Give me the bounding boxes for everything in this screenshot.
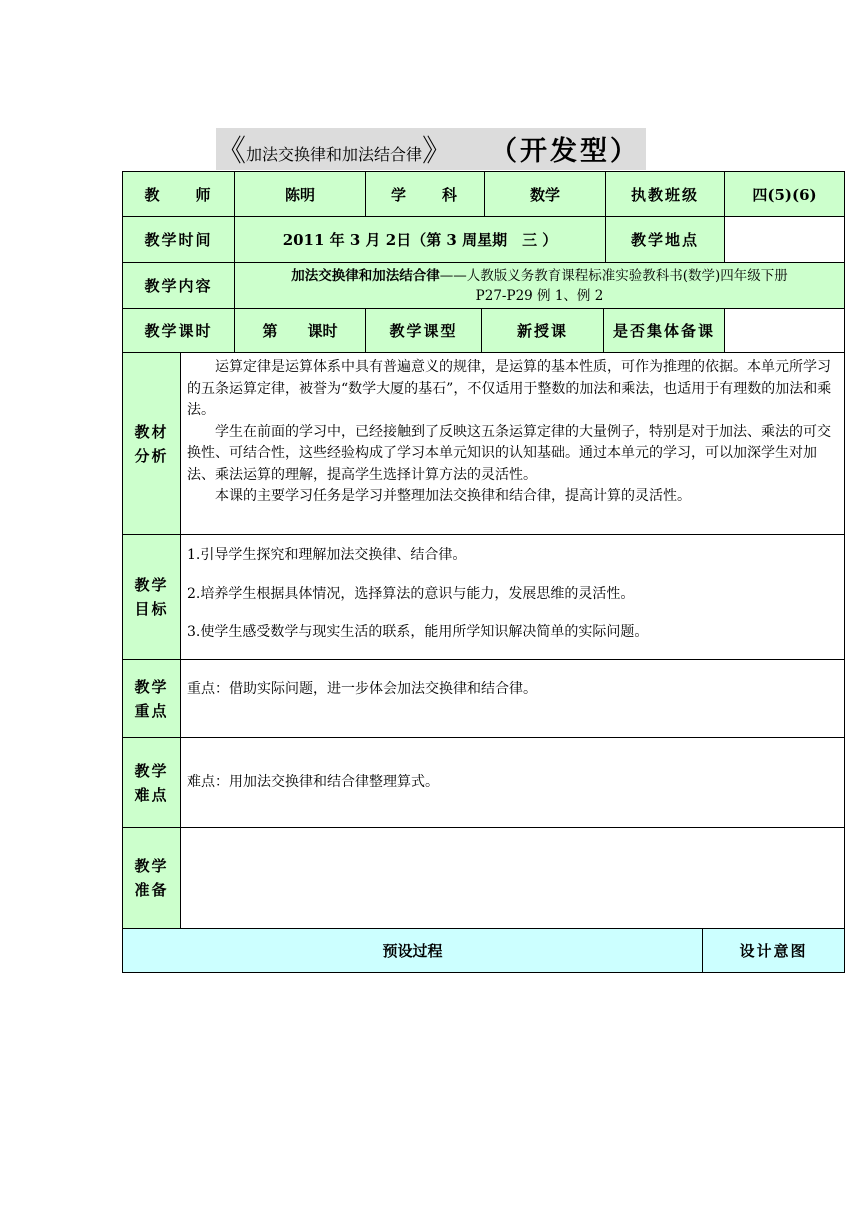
- content-label: 教学内容: [123, 263, 235, 308]
- intent-header: 设计意图: [703, 929, 844, 972]
- title-left-bracket: 《: [216, 134, 246, 169]
- class-label: 执教班级: [606, 172, 725, 216]
- difficulties-label: 教学 难点: [123, 738, 181, 827]
- goals-content: [181, 535, 844, 659]
- document-title: [216, 128, 646, 170]
- difficulties-text: 难点：用加法交换律和结合律整理算式。: [187, 773, 439, 790]
- preparation-content: [181, 828, 844, 928]
- difficulties-content: [181, 738, 844, 827]
- title-type: （开发型）: [490, 136, 641, 167]
- title-right-bracket: 》: [422, 134, 453, 169]
- analysis-content: [181, 353, 844, 534]
- teacher-label: 教 师: [123, 172, 235, 216]
- collective-label: 是否集体备课: [604, 309, 725, 352]
- row-period: [122, 309, 845, 353]
- row-key-points: [122, 660, 845, 738]
- teacher-value: 陈明: [235, 172, 366, 216]
- goal-item: 1.引导学生探究和理解加法交换律、结合律。: [187, 547, 467, 563]
- analysis-paragraph: 学生在前面的学习中，已经接触到了反映这五条运算定律的大量例子，特别是对于加法、乘法的可交换性、可结合性，这些经验构成了学习本单元知识的认知基础。通过本单元的学习，可以加深学生对加法、乘法运算的理解，提高学生选择计算方法的灵活性。: [187, 423, 831, 483]
- time-label: 教学时间: [123, 217, 235, 262]
- period-value: 第 课时: [235, 309, 366, 352]
- row-goals: [122, 535, 845, 660]
- process-header: 预设过程: [123, 929, 703, 972]
- row-teacher: [122, 171, 845, 217]
- subject-label: 学 科: [366, 172, 485, 216]
- period-label: 教学课时: [123, 309, 235, 352]
- content-rest: ——人教版义务教育课程标准实验教科书(数学)四年级下册: [439, 267, 788, 284]
- analysis-paragraph: 本课的主要学习任务是学习并整理加法交换律和结合律，提高计算的灵活性。: [215, 488, 691, 504]
- content-line2: P27-P29 例 1、例 2: [475, 287, 604, 304]
- subject-value: 数学: [485, 172, 606, 216]
- row-content: [122, 263, 845, 309]
- content-bold: 加法交换律和加法结合律: [291, 267, 440, 284]
- class-value: 四(5)(6): [725, 172, 844, 216]
- goal-item: 2.培养学生根据具体情况，选择算法的意识与能力，发展思维的灵活性。: [187, 585, 635, 602]
- analysis-label: 教材 分析: [123, 353, 181, 534]
- lesson-type-value: 新授课: [482, 309, 604, 352]
- title-main: 加法交换律和加法结合律: [246, 145, 423, 164]
- goal-item: 3.使学生感受数学与现实生活的联系，能用所学知识解决简单的实际问题。: [187, 624, 649, 640]
- preparation-label: 教学 准备: [123, 828, 181, 928]
- key-points-label: 教学 重点: [123, 660, 181, 737]
- row-difficulties: [122, 738, 845, 828]
- row-preparation: [122, 828, 845, 929]
- lesson-type-label: 教学课型: [366, 309, 482, 352]
- analysis-paragraph: 运算定律是运算体系中具有普遍意义的规律，是运算的基本性质，可作为推理的依据。本单元所学习的五条运算定律，被誉为“数学大厦的基石”，不仅适用于整数的加法和乘法，也适用于有理数的加法和乘法。: [187, 359, 832, 418]
- place-value: [725, 217, 844, 262]
- row-analysis: [122, 353, 845, 535]
- goals-label: 教学 目标: [123, 535, 181, 659]
- row-footer: [122, 929, 845, 973]
- place-label: 教学地点: [606, 217, 725, 262]
- row-time: [122, 217, 845, 263]
- key-points-text: 重点：借助实际问题，进一步体会加法交换律和结合律。: [187, 681, 537, 697]
- collective-value: [725, 309, 844, 352]
- time-value: 2011 年 3 月 2日（第 3 周星期 三 ）: [235, 217, 606, 262]
- key-points-content: [181, 660, 844, 737]
- content-value: [235, 263, 844, 308]
